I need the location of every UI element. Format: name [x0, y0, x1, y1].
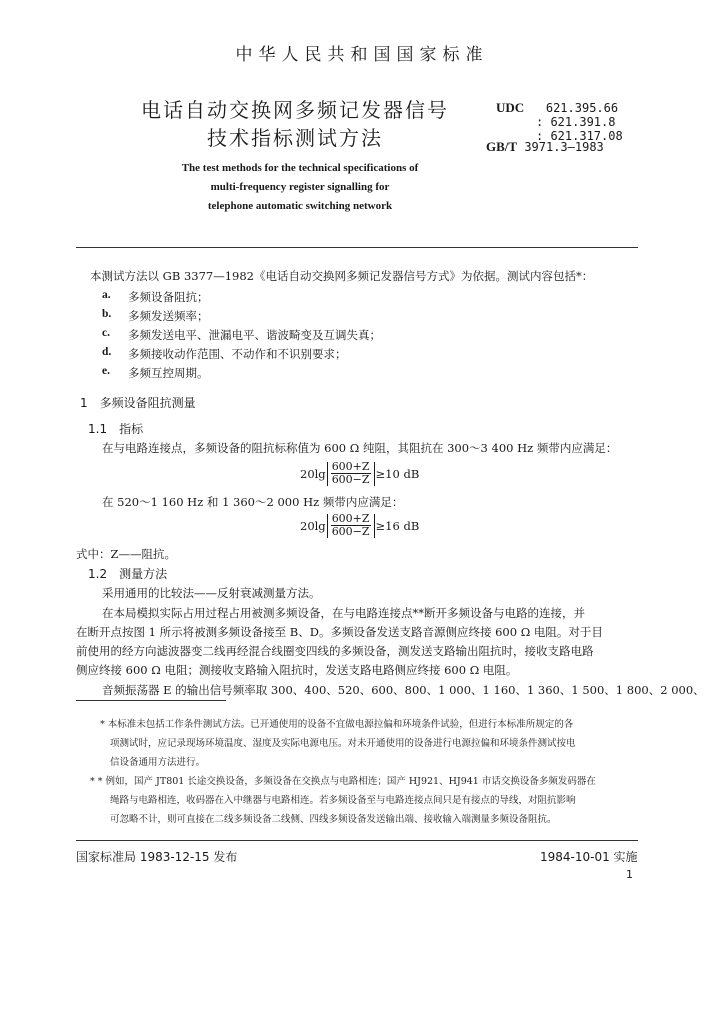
abs-bar-left [327, 514, 328, 538]
standard-type-header: 中华人民共和国国家标准 [235, 45, 489, 65]
paragraph: 采用通用的比较法——反射衰减测量方法。 [102, 586, 321, 600]
list-item: 多频设备阻抗； [128, 290, 209, 304]
abs-bar-right [374, 462, 375, 486]
subsection-heading: 1.1 指标 [88, 422, 144, 436]
subsection-heading: 1.2 测量方法 [88, 567, 168, 581]
udc-code-2: : 621.391.8 [536, 115, 616, 129]
gb-number [486, 139, 604, 155]
paragraph: 音频振荡器 E 的输出信号频率取 300、400、520、600、800、1 000、1 160、1 360、1 500、1 800、2 000、 [102, 683, 705, 697]
list-item-letter: e. [102, 365, 110, 377]
footnote-1-cont: 项测试时，应记录现场环境温度、湿度及实际电源电压。对未开通使用的设备进行电源拉偏和环境条件测试按电 [110, 738, 576, 749]
udc-classification [496, 101, 623, 143]
paragraph: 在本局模拟实际占用过程占用被测多频设备，在与电路连接点**断开多频设备与电路的连接，并 [102, 606, 585, 620]
formula-prefix: 20lg [300, 466, 326, 481]
footnote-2-cont: 可忽略不计，则可直接在二线多频设备二线侧、四线多频设备发送输出端、接收输入端测量多频设备阻抗。 [110, 814, 557, 825]
footer-divider [76, 840, 638, 841]
gb-code: 3971.3—1983 [524, 140, 604, 154]
paragraph: 前使用的经方向滤波器变二线再经混合线圈变四线的多频设备，测发送支路输出阻抗时，接收支路电路 [76, 644, 594, 658]
footnote-1-cont: 信设备通用方法进行。 [110, 757, 206, 768]
where-clause: 式中：Z——阻抗。 [76, 547, 176, 561]
fraction-numerator: 600+Z [331, 460, 370, 473]
gb-label: GB/T [486, 139, 518, 154]
list-item: 多频互控周期。 [128, 366, 209, 380]
formula-2 [300, 513, 419, 538]
fraction-denominator: 600−Z [331, 525, 370, 538]
footnote-divider [76, 700, 226, 701]
abs-bar-left [327, 462, 328, 486]
fraction [331, 461, 371, 486]
effective-date: 1984-10-01 实施 [540, 850, 638, 864]
fraction [331, 513, 371, 538]
udc-label: UDC [496, 100, 525, 115]
abs-bar-right [374, 514, 375, 538]
paragraph: 在 520～1 160 Hz 和 1 360～2 000 Hz 频带内应满足： [102, 495, 404, 509]
list-item-letter: a. [102, 289, 111, 301]
udc-code-3: : 621.317.08 [536, 129, 623, 143]
paragraph: 在与电路连接点，多频设备的阻抗标称值为 600 Ω 纯阻，其阻抗在 300～3 400 Hz 频带内应满足： [102, 441, 618, 455]
formula-prefix: 20lg [300, 518, 326, 533]
title-en-line1: The test methods for the technical specifications of [181, 162, 419, 174]
footnote-1: * 本标准未包括工作条件测试方法。已开通使用的设备不宜做电源拉偏和环境条件试验，但进行本标准所规定的各 [100, 719, 574, 730]
list-item: 多频接收动作范围、不动作和不识别要求； [128, 347, 347, 361]
list-item: 多频发送电平、泄漏电平、谐波畸变及互调失真； [128, 328, 381, 342]
paragraph: 侧应终接 600 Ω 电阻；测接收支路输入阻抗时，发送支路电路侧应终接 600 Ω 电阻。 [76, 663, 518, 677]
formula-suffix: ≥10 dB [375, 466, 420, 481]
footnote-2-cont: 绳路与电路相连，收码器在入中继器与电路相连。若多频设备至与电路连接点间只是有接点的导线，对阻抗影响 [110, 795, 576, 806]
fraction-numerator: 600+Z [331, 512, 370, 525]
title-en-line3: telephone automatic switching network [207, 200, 393, 212]
fraction-denominator: 600−Z [331, 473, 370, 486]
paragraph: 在断开点按图 1 所示将被测多频设备接至 B、D。多频设备发送支路音源侧应终接 600 Ω 电阻。对于目 [76, 625, 603, 639]
intro-text: 本测试方法以 GB 3377—1982《电话自动交换网多频记发器信号方式》为依据。测试内容包括*： [90, 269, 594, 283]
list-item-letter: c. [102, 327, 110, 339]
issue-date: 国家标准局 1983-12-15 发布 [76, 850, 238, 864]
list-item-letter: d. [102, 346, 112, 358]
title-en-line2: multi-frequency register signalling for [210, 181, 390, 193]
formula-1 [300, 461, 419, 486]
formula-suffix: ≥16 dB [375, 518, 420, 533]
section-heading: 1 多频设备阻抗测量 [80, 396, 196, 410]
list-item: 多频发送频率； [128, 309, 209, 323]
udc-code-1: 621.395.66 [545, 101, 619, 115]
title-zh-line2: 技术指标测试方法 [207, 126, 383, 150]
title-zh-line1: 电话自动交换网多频记发器信号 [141, 98, 449, 122]
list-item-letter: b. [102, 308, 112, 320]
footnote-2: * * 例如，国产 JT801 长途交换设备，多频设备在交换点与电路相连；国产 HJ921、HJ941 市话交换设备多频发码器在 [90, 776, 596, 787]
page-number: 1 [626, 868, 633, 881]
header-divider [76, 247, 638, 248]
